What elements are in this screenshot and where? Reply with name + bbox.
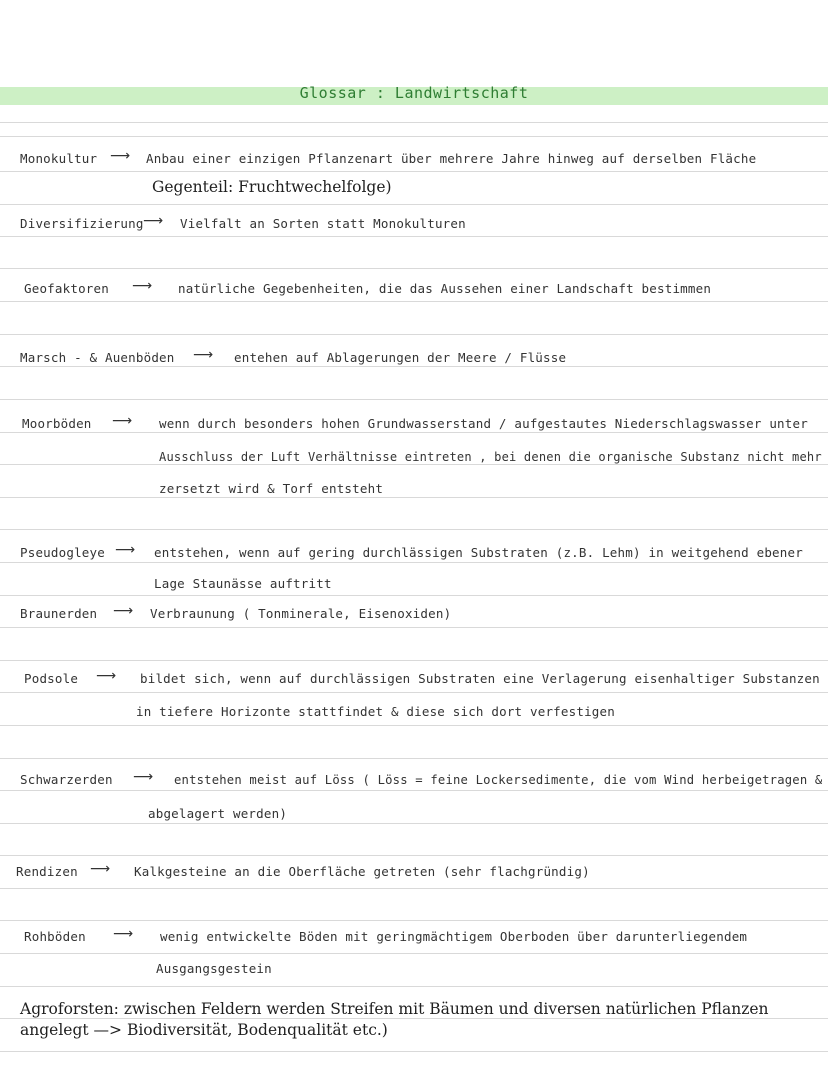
rule-line [0,562,828,563]
rule-line [0,758,828,759]
rule-line [0,268,828,269]
rule-line [0,953,828,954]
rule-line [0,334,828,335]
rule-line [0,432,828,433]
arrow-icon: ⟶ [132,278,153,294]
rule-line [0,627,828,628]
rule-line [0,986,828,987]
arrow-icon: ⟶ [112,413,133,429]
arrow-icon: ⟶ [90,861,111,877]
rule-line [0,888,828,889]
definition-line: natürliche Gegebenheiten, die das Aussehen einer Landschaft bestimmen [178,281,712,296]
term-braunerden: Braunerden [20,606,98,621]
rule-line [0,399,828,400]
term-pseudogleye: Pseudogleye [20,545,105,560]
rule-line [0,171,828,172]
definition-line: bildet sich, wenn auf durchlässigen Substraten eine Verlagerung eisenhaltiger Substanzen [140,671,820,686]
definition-line: Kalkgesteine an die Oberfläche getreten (sehr flachgründig) [134,864,590,879]
term-rohboeden: Rohböden [24,929,86,944]
arrow-icon: ⟶ [133,769,154,785]
definition-line: entstehen meist auf Löss ( Löss = feine Lockersedimente, die vom Wind herbeigetragen & [174,772,823,787]
arrow-icon: ⟶ [96,668,117,684]
arrow-icon: ⟶ [113,603,134,619]
definition-line: zersetzt wird & Torf entsteht [159,481,384,496]
rule-line [0,1018,828,1019]
arrow-icon: ⟶ [115,542,136,558]
rule-line [0,204,828,205]
term-marsch-auenboeden: Marsch - & Auenböden [20,350,175,365]
definition-line: abgelagert werden) [148,806,288,821]
rule-line [0,301,828,302]
term-monokultur: Monokultur [20,151,98,166]
rule-line [0,790,828,791]
definition-line: entehen auf Ablagerungen der Meere / Flüsse [234,350,567,365]
rule-line [0,725,828,726]
rule-line [0,236,828,237]
rule-line [0,122,828,123]
definition-line: entstehen, wenn auf gering durchlässigen Substraten (z.B. Lehm) in weitgehend ebener [154,545,803,560]
rule-line [0,497,828,498]
rule-line [0,136,828,137]
rule-line [0,464,828,465]
rule-line [0,823,828,824]
term-podsole: Podsole [24,671,79,686]
typed-note-gegenteil: Gegenteil: Fruchtwechelfolge) [152,178,392,196]
definition-line: Lage Staunässe auftritt [154,576,332,591]
rule-line [0,529,828,530]
rule-line [0,366,828,367]
term-rendizen: Rendizen [16,864,78,879]
rule-line [0,660,828,661]
rule-line [0,920,828,921]
typed-note-agroforsten: Agroforsten: zwischen Feldern werden Streifen mit Bäumen und diversen natürlichen Pflanzen [20,1000,769,1018]
arrow-icon: ⟶ [193,347,214,363]
definition-line: Anbau einer einzigen Pflanzenart über mehrere Jahre hinweg auf derselben Fläche [146,151,757,166]
arrow-icon: ⟶ [110,148,131,164]
definition-line: wenig entwickelte Böden mit geringmächtigem Oberboden über darunterliegendem [160,929,748,944]
definition-line: Vielfalt an Sorten statt Monokulturen [180,216,466,231]
definition-line: Ausgangsgestein [156,961,272,976]
arrow-icon: ⟶ [113,926,134,942]
rule-line [0,692,828,693]
arrow-icon: ⟶ [143,213,164,229]
definition-line: Verbraunung ( Tonminerale, Eisenoxiden) [150,606,452,621]
term-geofaktoren: Geofaktoren [24,281,109,296]
term-schwarzerden: Schwarzerden [20,772,113,787]
page-title: Glossar : Landwirtschaft [299,84,529,102]
rule-line [0,855,828,856]
term-moorboeden: Moorböden [22,416,92,431]
rule-line [0,1051,828,1052]
definition-line: Ausschluss der Luft Verhältnisse eintreten , bei denen die organische Substanz nicht mehr [159,449,822,464]
definition-line: in tiefere Horizonte stattfindet & diese sich dort verfestigen [136,704,615,719]
term-diversifizierung: Diversifizierung [20,216,144,231]
definition-line: wenn durch besonders hohen Grundwasserstand / aufgestautes Niederschlagswasser unter [159,416,808,431]
rule-line [0,595,828,596]
typed-note-agroforsten-cont: angelegt —> Biodiversität, Bodenqualität etc.) [20,1021,388,1039]
